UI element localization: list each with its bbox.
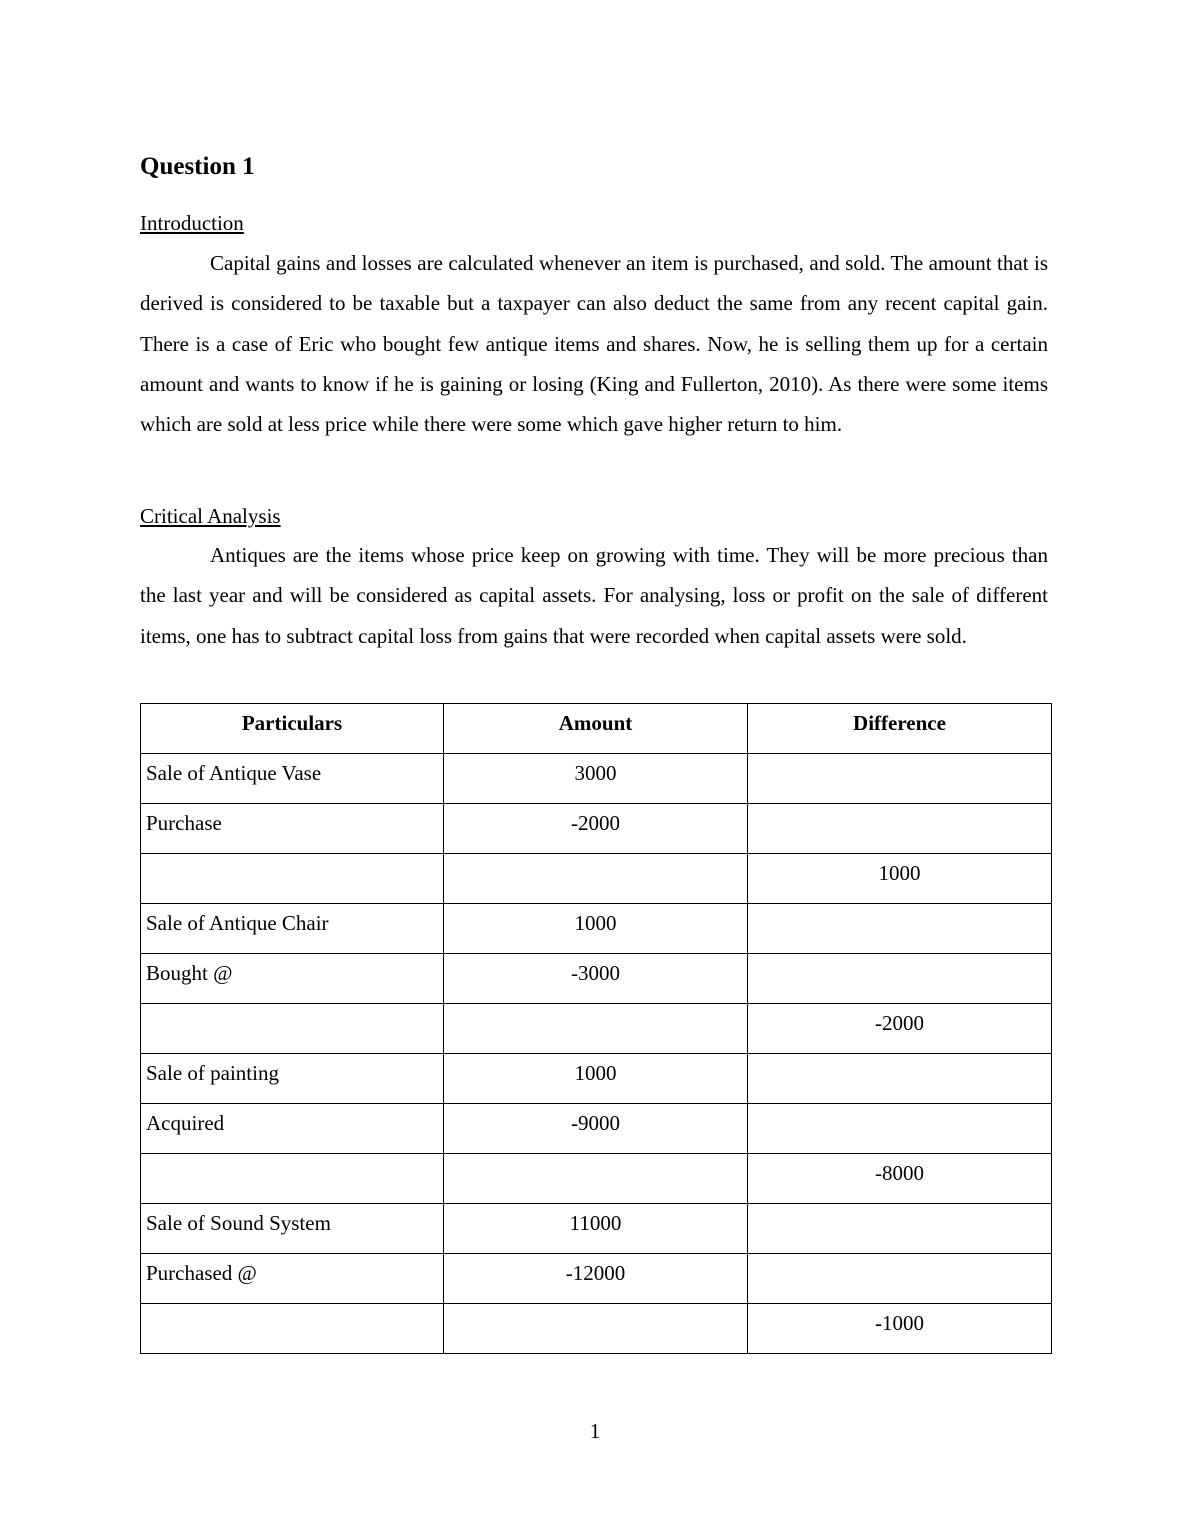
cell-amount — [444, 1154, 748, 1204]
cell-difference — [748, 954, 1052, 1004]
table-row — [141, 854, 1052, 904]
table-row — [141, 1104, 1052, 1154]
cell-amount: 3000 — [444, 754, 748, 804]
cell-amount — [444, 1304, 748, 1354]
table-row — [141, 1254, 1052, 1304]
cell-amount: -3000 — [444, 954, 748, 1004]
page-number: 1 — [589, 1419, 601, 1443]
cell-particular: Sale of Antique Chair — [141, 904, 444, 954]
table-row — [141, 1004, 1052, 1054]
cell-particular: Bought @ — [141, 954, 444, 1004]
cell-amount: 11000 — [444, 1204, 748, 1254]
cell-difference — [748, 1054, 1052, 1104]
table-row — [141, 954, 1052, 1004]
cell-amount: -2000 — [444, 804, 748, 854]
cell-difference — [748, 1254, 1052, 1304]
cell-difference: 1000 — [748, 854, 1052, 904]
cell-amount: 1000 — [444, 1054, 748, 1104]
table-body — [141, 754, 1052, 1354]
cell-difference: -2000 — [748, 1004, 1052, 1054]
table-row — [141, 1054, 1052, 1104]
cell-particular — [141, 1304, 444, 1354]
cell-difference: -8000 — [748, 1154, 1052, 1204]
table-header-row — [141, 704, 1052, 754]
cell-particular: Purchase — [141, 804, 444, 854]
cell-particular: Sale of painting — [141, 1054, 444, 1104]
table-row — [141, 1304, 1052, 1354]
cell-particular: Acquired — [141, 1104, 444, 1154]
cell-particular: Sale of Antique Vase — [141, 754, 444, 804]
table-row — [141, 904, 1052, 954]
cell-difference — [748, 1104, 1052, 1154]
cell-particular — [141, 1154, 444, 1204]
column-header-particulars: Particulars — [141, 704, 444, 754]
cell-amount: -12000 — [444, 1254, 748, 1304]
cell-difference — [748, 804, 1052, 854]
column-header-amount: Amount — [444, 704, 748, 754]
cell-amount: 1000 — [444, 904, 748, 954]
table-row — [141, 804, 1052, 854]
cell-difference — [748, 1204, 1052, 1254]
cell-amount — [444, 1004, 748, 1054]
section-title-introduction: Introduction — [140, 211, 244, 235]
cell-amount: -9000 — [444, 1104, 748, 1154]
question-heading: Question 1 — [140, 153, 255, 180]
cell-particular: Purchased @ — [141, 1254, 444, 1304]
critical-analysis-paragraph: Antiques are the items whose price keep on growing with time. They will be more precious than the last year and will be considered as capital assets. For analysing, loss or profit on the sale of different items, one has to subtract capital loss from gains that were recorded when capital assets were sold. — [140, 543, 1048, 648]
cell-amount — [444, 854, 748, 904]
capital-gains-table — [140, 703, 1052, 1354]
section-title-critical-analysis: Critical Analysis — [140, 504, 281, 528]
cell-particular — [141, 1004, 444, 1054]
table-row — [141, 754, 1052, 804]
introduction-paragraph: Capital gains and losses are calculated whenever an item is purchased, and sold. The amount that is derived is considered to be taxable but a taxpayer can also deduct the same from any recent capital gain. There is a case of Eric who bought few antique items and shares. Now, he is selling them up for a certain amount and wants to know if he is gaining or losing (King and Fullerton, 2010). As there were some items which are sold at less price while there were some which gave higher return to him. — [140, 251, 1048, 437]
column-header-difference: Difference — [748, 704, 1052, 754]
cell-particular: Sale of Sound System — [141, 1204, 444, 1254]
cell-difference — [748, 754, 1052, 804]
table-row — [141, 1204, 1052, 1254]
cell-particular — [141, 854, 444, 904]
cell-difference: -1000 — [748, 1304, 1052, 1354]
cell-difference — [748, 904, 1052, 954]
table-row — [141, 1154, 1052, 1204]
